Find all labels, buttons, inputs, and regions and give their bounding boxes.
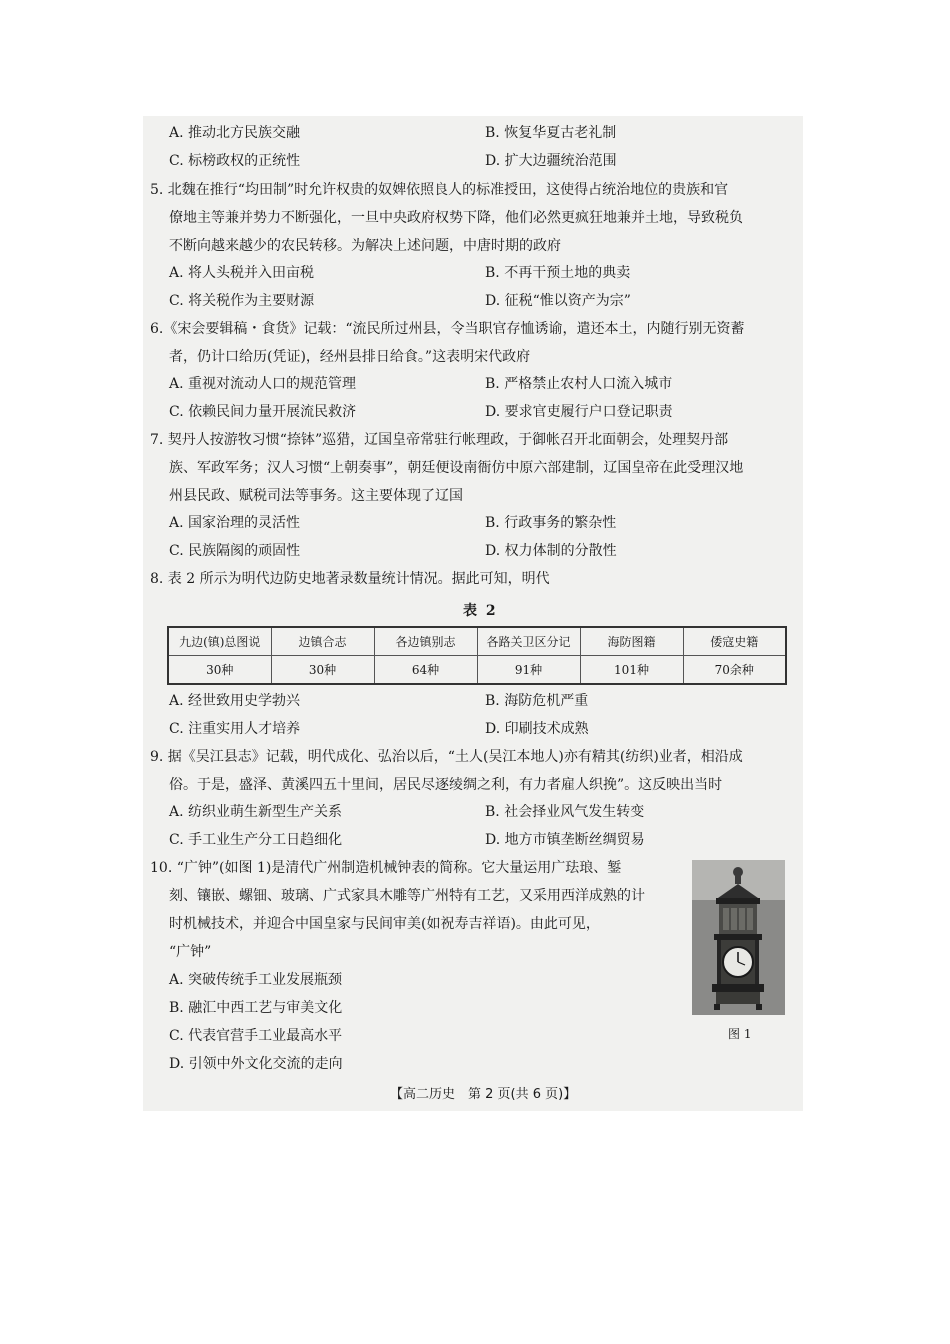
table-header-cell: 边镇合志 <box>271 627 374 656</box>
q8-option-d: D. 印刷技术成熟 <box>485 721 589 737</box>
q5-option-b: B. 不再干预土地的典卖 <box>485 265 631 281</box>
q4-option-b: B. 恢复华夏古老礼制 <box>485 125 617 141</box>
q9-option-a: A. 纺织业萌生新型生产关系 <box>169 804 343 820</box>
table-header-cell: 倭寇史籍 <box>683 627 786 656</box>
q10-stem-line-3: 时机械技术，并迎合中国皇家与民间审美(如祝寿吉祥语)。由此可见， <box>169 916 600 932</box>
q4-option-a: A. 推动北方民族交融 <box>169 125 301 141</box>
q10-stem-line-4: “广钟” <box>169 944 212 960</box>
figure-caption: 图 1 <box>728 1027 752 1041</box>
q6-stem-line-1: 6.《宋会要辑稿・食货》记载：“流民所过州县，令当职官存恤诱谕，遣还本土，内随行别无资蓄 <box>150 321 745 337</box>
q7-option-b: B. 行政事务的繁杂性 <box>485 515 617 531</box>
table-caption: 表 2 <box>463 603 498 619</box>
page-footer: 【高二历史 第 2 页(共 6 页)】 <box>390 1087 577 1102</box>
table-cell: 64种 <box>374 656 477 685</box>
q10-option-c: C. 代表官营手工业最高水平 <box>169 1028 343 1044</box>
q10-option-d: D. 引领中外文化交流的走向 <box>169 1056 343 1072</box>
q5-stem-line-2: 僚地主等兼并势力不断强化，一旦中央政府权势下降，他们必然更疯狂地兼并土地，导致税负 <box>169 210 743 226</box>
q5-option-d: D. 征税“惟以资产为宗” <box>485 293 631 309</box>
table-header-cell: 海防图籍 <box>580 627 683 656</box>
q10-stem-line-2: 刻、镶嵌、螺钿、玻璃、广式家具木雕等广州特有工艺，又采用西洋成熟的计 <box>169 888 645 904</box>
q4-option-c: C. 标榜政权的正统性 <box>169 153 301 169</box>
table-header-cell: 各路关卫区分记 <box>477 627 580 656</box>
q6-stem-line-2: 者，仍计口给历(凭证)，经州县排日给食。”这表明宋代政府 <box>169 349 531 365</box>
q9-stem-line-1: 9. 据《吴江县志》记载，明代成化、弘治以后，“土人(吴江本地人)亦有精其(纺织)业者，相沿成 <box>150 749 743 765</box>
q10-option-b: B. 融汇中西工艺与审美文化 <box>169 1000 343 1016</box>
table-cell: 70余种 <box>683 656 786 685</box>
q6-option-b: B. 严格禁止农村人口流入城市 <box>485 376 673 392</box>
q7-stem-line-1: 7. 契丹人按游牧习惯“捺钵”巡猎，辽国皇帝常驻行帐理政，于御帐召开北面朝会，处理契丹部 <box>150 432 729 448</box>
table-cell: 101种 <box>580 656 683 685</box>
q7-stem-line-3: 州县民政、赋税司法等事务。这主要体现了辽国 <box>169 488 463 504</box>
q5-option-c: C. 将关税作为主要财源 <box>169 293 315 309</box>
clock-illustration <box>692 860 785 1015</box>
q8-option-c: C. 注重实用人才培养 <box>169 721 301 737</box>
q9-stem-line-2: 俗。于是，盛泽、黄溪四五十里间，居民尽逐绫绸之利，有力者雇人织挽”。这反映出当时 <box>169 777 723 793</box>
q6-option-a: A. 重视对流动人口的规范管理 <box>169 376 357 392</box>
q8-option-b: B. 海防危机严重 <box>485 693 589 709</box>
q9-option-b: B. 社会择业风气发生转变 <box>485 804 645 820</box>
q7-option-c: C. 民族隔阂的顽固性 <box>169 543 301 559</box>
q10-option-a: A. 突破传统手工业发展瓶颈 <box>169 972 343 988</box>
q6-option-d: D. 要求官吏履行户口登记职责 <box>485 404 673 420</box>
q5-stem-line-1: 5. 北魏在推行“均田制”时允许权贵的奴婢依照良人的标准授田，这使得占统治地位的贵族和官 <box>150 182 729 198</box>
q9-option-c: C. 手工业生产分工日趋细化 <box>169 832 343 848</box>
table-cell: 30种 <box>271 656 374 685</box>
q10-stem-line-1: 10. “广钟”(如图 1)是清代广州制造机械钟表的简称。它大量运用广珐琅、錾 <box>150 860 622 876</box>
q5-stem-line-3: 不断向越来越少的农民转移。为解决上述问题，中唐时期的政府 <box>169 238 561 254</box>
q9-option-d: D. 地方市镇垄断丝绸贸易 <box>485 832 645 848</box>
table-value-row <box>168 656 786 685</box>
guangzhong-clock-image <box>692 860 785 1015</box>
table-header-row <box>168 627 786 656</box>
q8-option-a: A. 经世致用史学勃兴 <box>169 693 301 709</box>
table-header-cell: 各边镇别志 <box>374 627 477 656</box>
table-header-cell: 九边(镇)总图说 <box>168 627 271 656</box>
q7-stem-line-2: 族、军政军务；汉人习惯“上朝奏事”，朝廷便设南衙仿中原六部建制，辽国皇帝在此受理汉地 <box>169 460 744 476</box>
q5-option-a: A. 将人头税并入田亩税 <box>169 265 315 281</box>
q6-option-c: C. 依赖民间力量开展流民救济 <box>169 404 357 420</box>
border-records-table <box>167 626 787 685</box>
q4-option-d: D. 扩大边疆统治范围 <box>485 153 617 169</box>
q7-option-a: A. 国家治理的灵活性 <box>169 515 301 531</box>
q8-stem: 8. 表 2 所示为明代边防史地著录数量统计情况。据此可知，明代 <box>150 571 550 587</box>
q7-option-d: D. 权力体制的分散性 <box>485 543 617 559</box>
table-cell: 91种 <box>477 656 580 685</box>
table-cell: 30种 <box>168 656 271 685</box>
